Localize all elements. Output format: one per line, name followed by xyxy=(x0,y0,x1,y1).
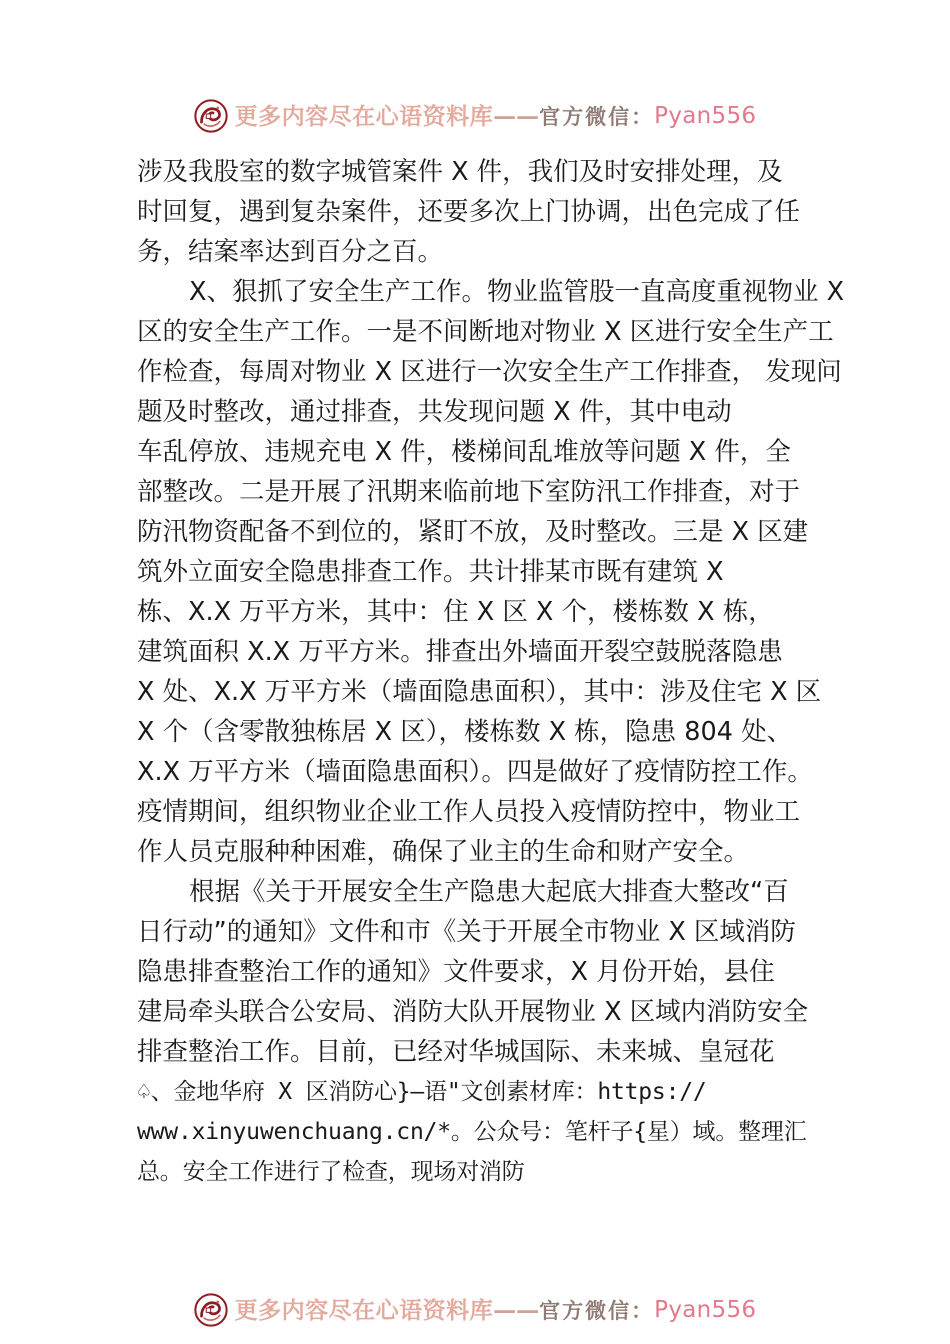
circle-swirl-logo-icon xyxy=(194,1293,228,1327)
text-line: 作检查，每周对物业 X 区进行一次安全生产工作排查， 发现问 xyxy=(137,357,842,387)
watermark-sub-label: 官方微信 xyxy=(539,1297,632,1323)
watermark-main-text: 更多内容尽在心语资料库 xyxy=(234,102,494,130)
text-line: X、狠抓了安全生产工作。物业监管股一直高度重视物业 X xyxy=(189,277,845,307)
circle-swirl-logo-icon xyxy=(194,99,228,133)
text-line: 建筑面积 X.X 万平方米。排查出外墙面开裂空鼓脱落隐患 xyxy=(137,637,783,667)
paragraph xyxy=(137,272,845,872)
watermark-footer xyxy=(0,1288,950,1332)
watermark-wechat-id: Pyan556 xyxy=(654,1296,757,1323)
watermark-dash: —— xyxy=(493,102,540,130)
text-line: 时回复，遇到复杂案件，还要多次上门协调，出色完成了任 xyxy=(137,197,801,227)
text-line: X.X 万平方米（墙面隐患面积）。四是做好了疫情防控工作。 xyxy=(137,757,813,787)
text-line: ♤、金地华府 X 区消防心}—语"文创素材库：https:// xyxy=(137,1079,707,1105)
watermark-wechat-id: Pyan556 xyxy=(654,102,757,129)
paragraph xyxy=(137,152,833,272)
text-line: www.xinyuwenchuang.cn/*。公众号：笔杆子{星）域。整理汇 xyxy=(137,1119,807,1145)
watermark-header xyxy=(0,94,950,138)
text-line: 建局牵头联合公安局、消防大队开展物业 X 区域内消防安全 xyxy=(137,997,809,1027)
document-body xyxy=(137,152,845,1192)
text-line: X 个（含零散独栋居 X 区），楼栋数 X 栋，隐患 804 处、 xyxy=(137,717,793,747)
text-line: 根据《关于开展安全生产隐患大起底大排查大整改“百 xyxy=(189,877,789,907)
text-line: 栋、X.X 万平方米，其中：住 X 区 X 个，楼栋数 X 栋， xyxy=(137,597,774,627)
text-line: 区的安全生产工作。一是不间断地对物业 X 区进行安全生产工 xyxy=(137,317,834,347)
text-line: 车乱停放、违规充电 X 件，楼梯间乱堆放等问题 X 件，全 xyxy=(137,437,791,467)
text-line: X 处、X.X 万平方米（墙面隐患面积），其中：涉及住宅 X 区 xyxy=(137,677,822,707)
text-line: 务，结案率达到百分之百。 xyxy=(137,237,444,267)
text-line: 防汛物资配备不到位的，紧盯不放，及时整改。三是 X 区建 xyxy=(137,517,809,547)
text-line: 隐患排查整治工作的通知》文件要求，X 月份开始，县住 xyxy=(137,957,775,987)
text-line: 涉及我股室的数字城管案件 X 件，我们及时安排处理，及 xyxy=(137,157,783,187)
text-line: 筑外立面安全隐患排查工作。共计排某市既有建筑 X xyxy=(137,557,724,587)
watermark-main-text: 更多内容尽在心语资料库 xyxy=(234,1296,494,1324)
text-line: 部整改。二是开展了汛期来临前地下室防汛工作排查，对于 xyxy=(137,477,801,507)
watermark-colon: ： xyxy=(631,103,653,129)
watermark-dash: —— xyxy=(493,1296,540,1324)
text-line: 日行动”的通知》文件和市《关于开展全市物业 X 区域消防 xyxy=(137,917,796,947)
text-line: 题及时整改，通过排查，共发现问题 X 件，其中电动 xyxy=(137,397,732,427)
watermark-colon: ： xyxy=(631,1297,653,1323)
text-line: 排查整治工作。目前，已经对华城国际、未来城、皇冠花 xyxy=(137,1037,775,1067)
watermark-sub-label: 官方微信 xyxy=(539,103,632,129)
paragraph xyxy=(137,872,833,1072)
text-line: 作人员克服种种困难，确保了业主的生命和财产安全。 xyxy=(137,837,750,867)
paragraph xyxy=(137,1072,833,1192)
text-line: 总。安全工作进行了检查，现场对消防 xyxy=(137,1159,525,1185)
text-line: 疫情期间，组织物业企业工作人员投入疫情防控中，物业工 xyxy=(137,797,801,827)
